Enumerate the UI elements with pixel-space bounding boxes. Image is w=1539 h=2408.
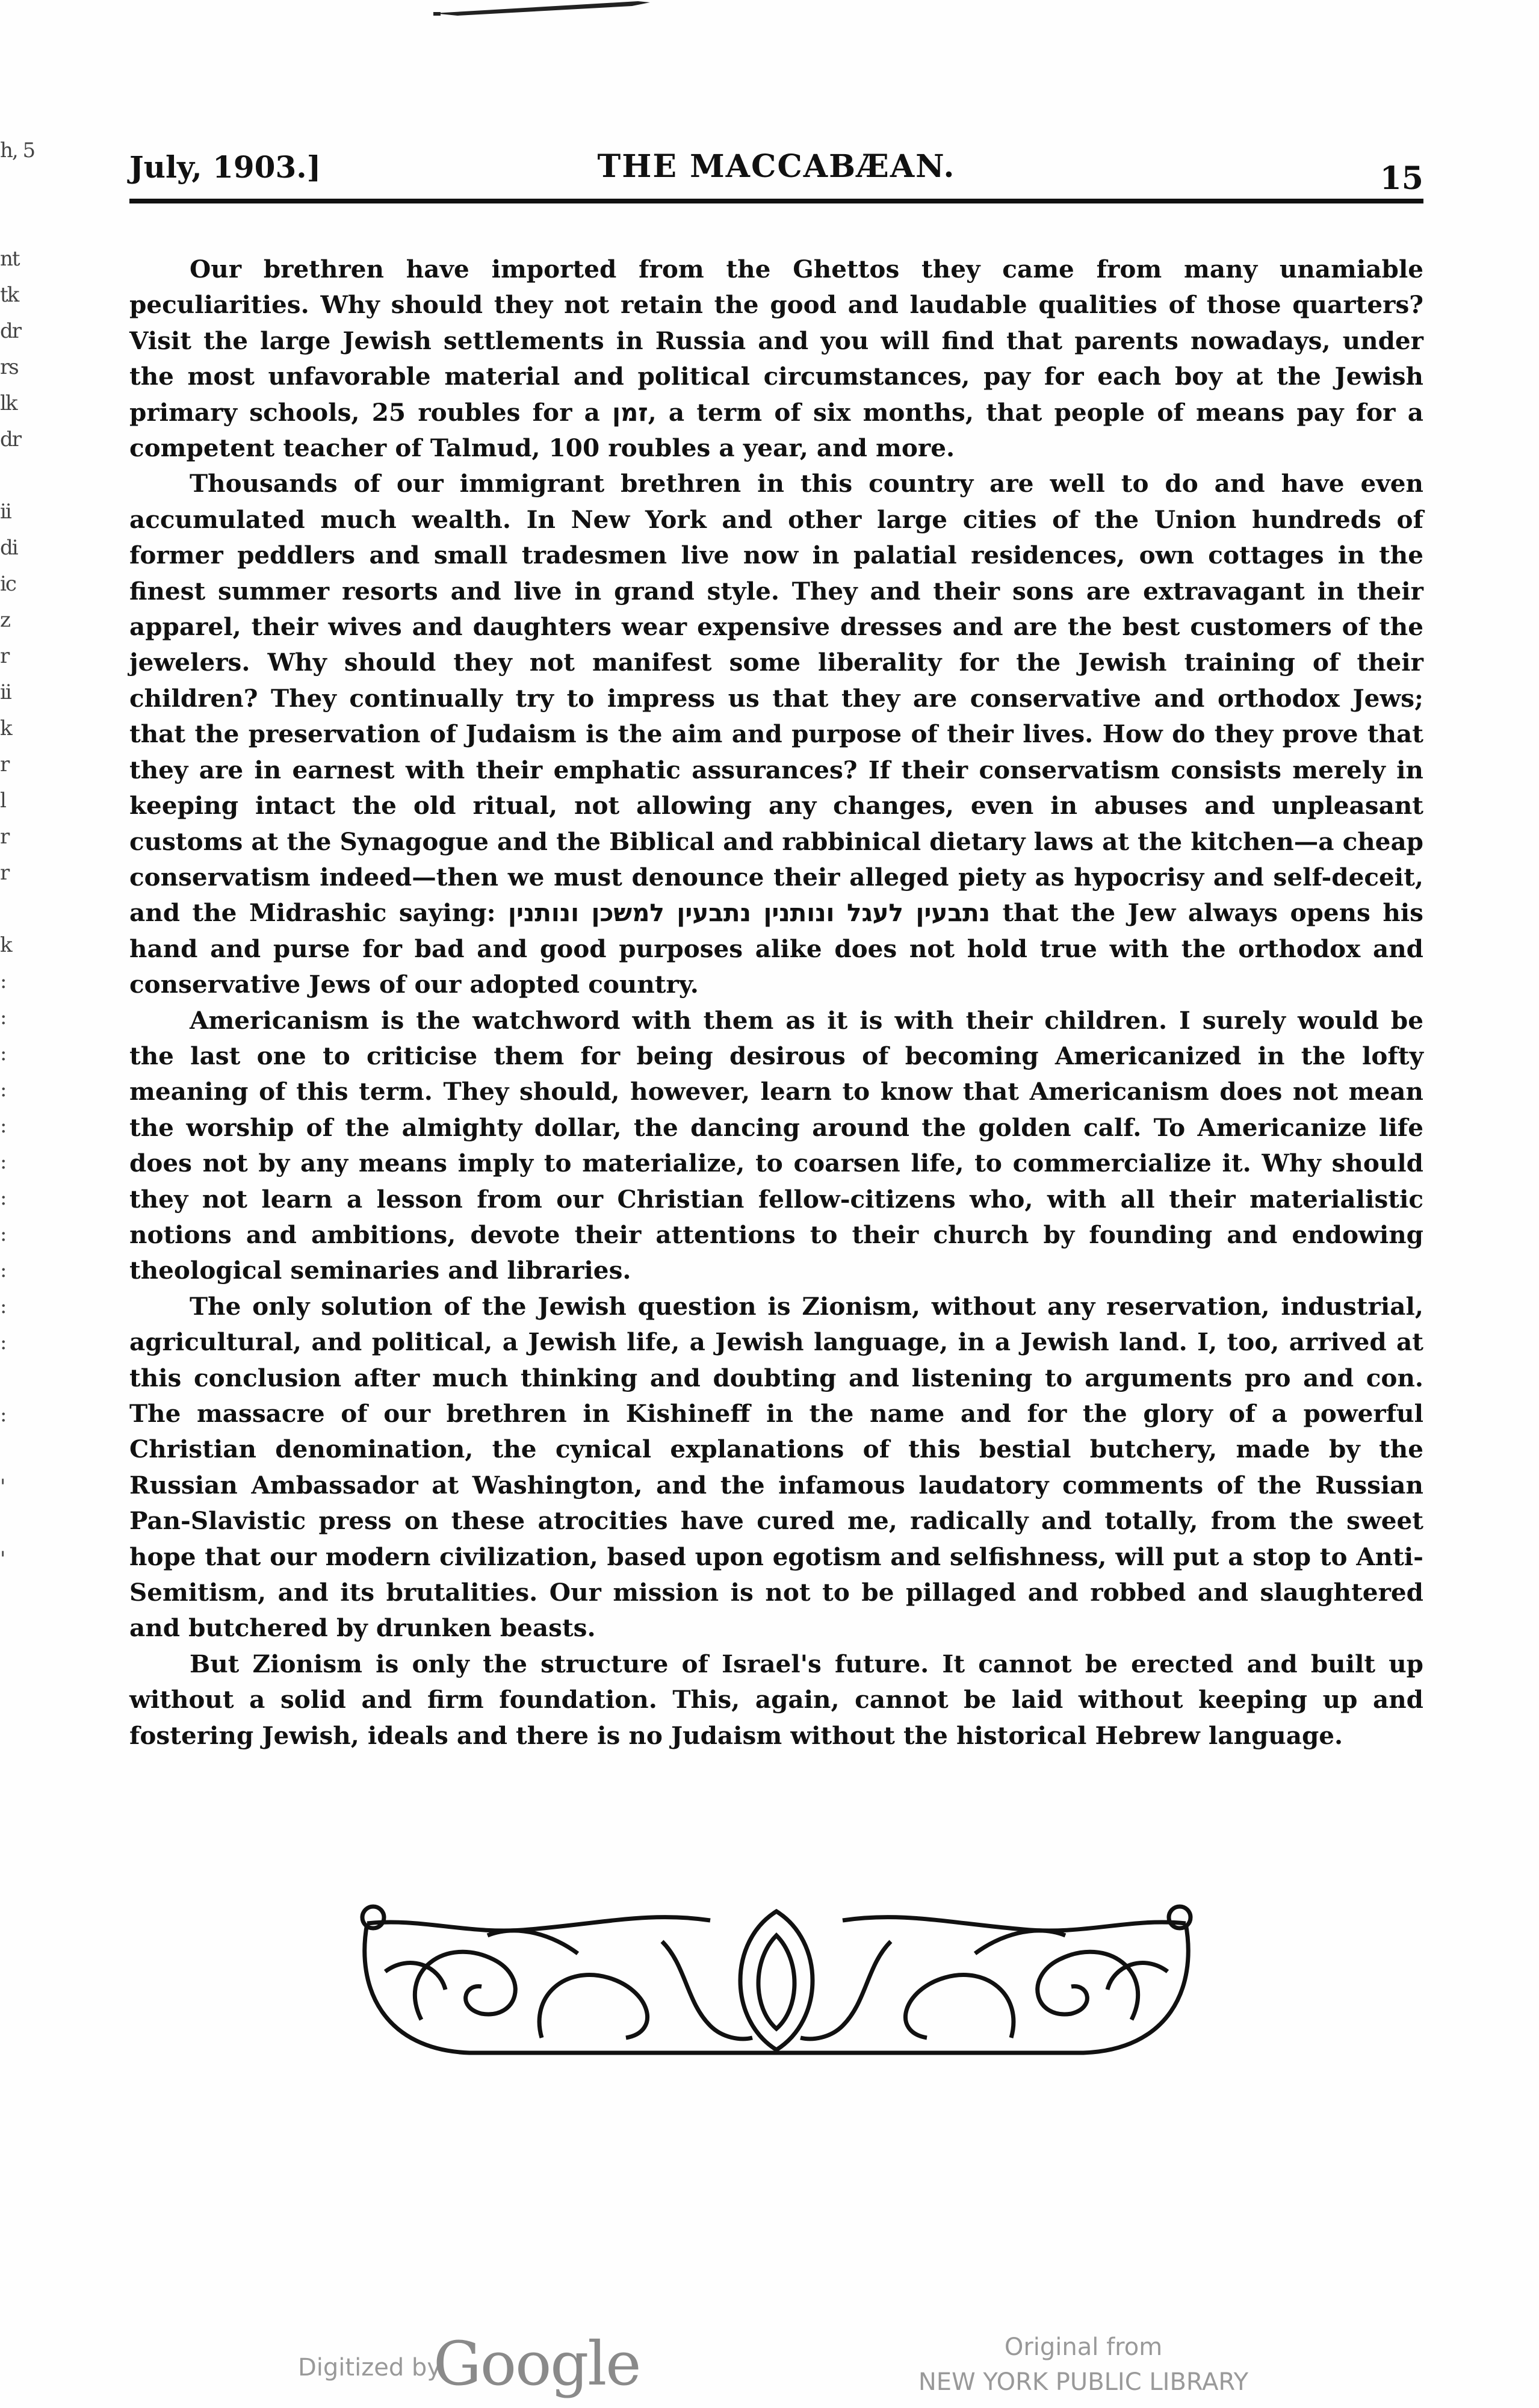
digitized-by-label: Digitized by [298, 2354, 441, 2382]
header-date: July, 1903.] [129, 149, 321, 185]
hebrew-phrase: נתבעין לעגל ונותנין נתבעין למשכן ונותנין [508, 898, 991, 928]
paragraph-text: Our brethren have imported from the Ghettos they came from many unamiable peculiarities. Why should they not retain the good and laudable qualities of those quarters? Visit the large Jewish settlements in Russia and you will find that parents nowadays, under the most unfavorable material and political circumstances, pay for each boy at the Jewish primary schools, 25 roubles for a [129, 255, 1423, 427]
article-body [129, 252, 1423, 1754]
floral-tailpiece-icon [349, 1899, 1204, 2074]
header-rule [129, 199, 1423, 203]
paragraph-text: Americanism is the watchword with them as it is with their children. I surely would be the last one to criticise them for being desirous of becoming Americanized in the lofty meaning of this term. They should, however, learn to know that Americanism does not mean the worship of the almighty dollar, the dancing around the golden calf. To Americanize life does not by any means imply to materialize, to coarsen life, to commercialize it. Why should they not learn a lesson from our Christian fellow-citizens who, with all their materialistic notions and ambitions, devote their attentions to their church by founding and endowing theological seminaries and libraries. [129, 1005, 1423, 1285]
header-title: THE MACCABÆAN. [597, 148, 956, 185]
original-from-label: Original from [1004, 2333, 1163, 2361]
paragraph-1 [129, 252, 1423, 466]
scan-footer [0, 2318, 1539, 2408]
paragraph-text: Thousands of our immigrant brethren in this country are well to do and have even accumulated much wealth. In New York and other large cities of the Union hundreds of former peddlers and small tradesmen live now in palatial residences, own cottages in the finest summer resorts and live in grand style. They and their sons are extravagant in their apparel, their wives and daughters wear expensive dresses and are the best customers of the jewelers. Why should they not manifest some liberality for the Jewish training of their children? They continually try to impress us that they are conservative and orthodox Jews; that the preservation of Judaism is the aim and purpose of their lives. How do they prove that they are in earnest with their emphatic assurances? If their conservatism consists merely in keeping intact the old ritual, not allowing any changes, even in abuses and unpleasant customs at the Synagogue and the Biblical and rabbinical dietary laws at the kitchen—a cheap conservatism indeed—then we must denounce their alleged piety as hypocrisy and self-deceit, and the Midrashic saying: [129, 469, 1423, 928]
paragraph-2 [129, 466, 1423, 1002]
paragraph-text: But Zionism is only the structure of Israel's future. It cannot be erected and built up without a solid and firm foundation. This, again, cannot be laid without keeping up and fostering Jewish, ideals and there is no Judaism without the historical Hebrew language. [129, 1649, 1423, 1750]
library-credit [897, 2330, 1270, 2400]
paragraph-5 [129, 1646, 1423, 1754]
paragraph-3 [129, 1003, 1423, 1289]
paragraph-text: The only solution of the Jewish question is Zionism, without any reservation, industrial, agricultural, and political, a Jewish life, a Jewish language, in a Jewish land. I, too, arrived at this conclusion after much thinking and doubting and listening to arguments pro and con. The massacre of our brethren in Kishineff in the name and for the glory of a powerful Christian denomination, the cynical explanations of this bestial butchery, made by the Russian Ambassador at Washington, and the infamous laudatory comments of the Russian Pan-Slavistic press on these atrocities have cured me, radically and totally, from the sweet hope that our modern civilization, based upon egotism and selfishness, will put a stop to Anti-Semitism, and its brutalities. Our mission is not to be pillaged and robbed and slaughtered and butchered by drunken beasts. [129, 1291, 1423, 1643]
hebrew-phrase: זמן [612, 397, 648, 427]
paragraph-4 [129, 1289, 1423, 1646]
paragraph-text: that the Jew always opens his hand and purse for bad and good purposes alike does not hold true with the orthodox and conservative Jews of our adopted country. [129, 898, 1423, 999]
scan-artifact-mark [433, 0, 650, 17]
google-logo: Google [433, 2329, 640, 2399]
running-header [129, 144, 1423, 197]
library-name: NEW YORK PUBLIC LIBRARY [918, 2368, 1249, 2396]
page-number: 15 [1380, 160, 1423, 197]
paragraph-text: , a term of six months, that people of means pay for a competent teacher of Talmud, 100 roubles a year, and more. [129, 397, 1423, 463]
facing-page-bleed: h, 5 nt tk dr rs lk dr ii di ic z r ii k r l r r k : : : : : : : : : : : : ' ' [0, 138, 35, 1571]
